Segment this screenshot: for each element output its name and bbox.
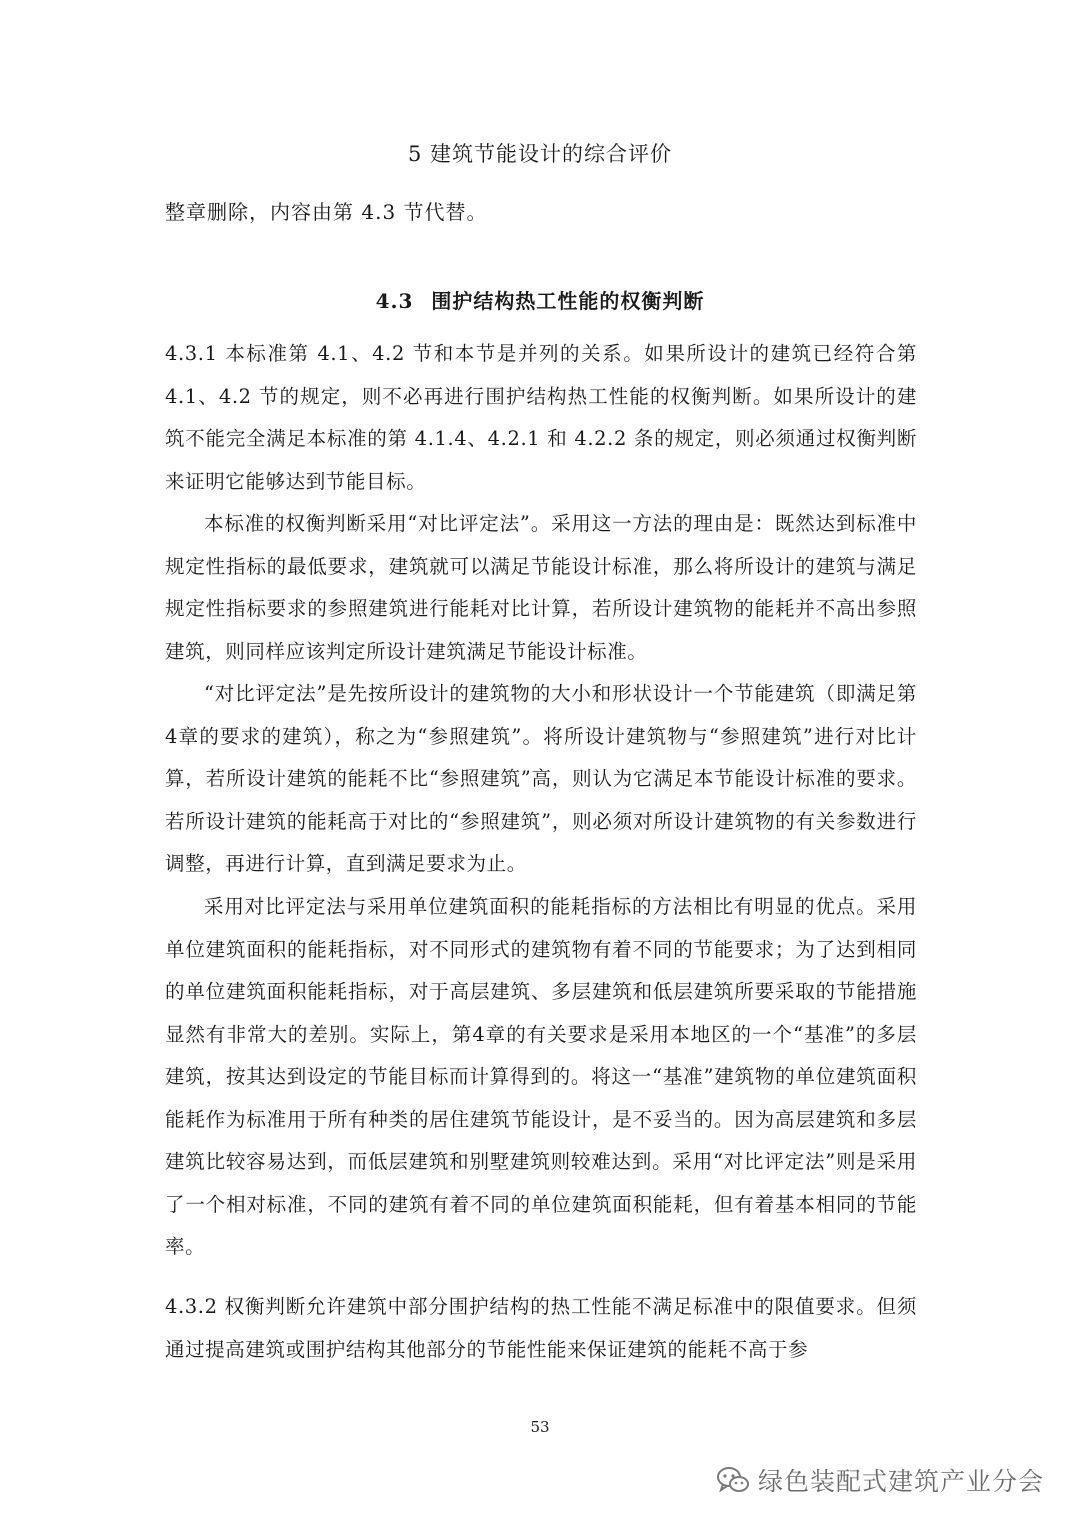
paragraph-4-3-2: 4.3.2 权衡判断允许建筑中部分围护结构的热工性能不满足标准中的限值要求。但须通过提高建筑或围护结构其他部分的节能性能来保证建筑的能耗不高于参 xyxy=(165,1295,917,1361)
section-heading xyxy=(0,285,1080,314)
paragraph-advantages: 采用对比评定法与采用单位建筑面积的能耗指标的方法相比有明显的优点。采用单位建筑面积的能耗指标，对不同形式的建筑物有着不同的节能要求；为了达到相同的单位建筑面积能耗指标，对于高层建筑、多层建筑和低层建筑所要采取的节能措施显然有非常大的差别。实际上，第4章的有关要求是采用本地区的一个“基准”的多层建筑，按其达到设定的节能目标而计算得到的。将这一“基准”建筑物的单位建筑面积能耗作为标准用于所有种类的居住建筑节能设计，是不妥当的。因为高层建筑和多层建筑比较容易达到，而低层建筑和别墅建筑则较难达到。采用“对比评定法”则是采用了一个相对标准，不同的建筑有着不同的单位建筑面积能耗，但有着基本相同的节能率。 xyxy=(165,895,917,1258)
section-number: 4.3 xyxy=(375,289,414,313)
paragraph-method: 本标准的权衡判断采用“对比评定法”。采用这一方法的理由是：既然达到标准中规定性指标的最低要求，建筑就可以满足节能设计标准，那么将所设计的建筑与满足规定性指标要求的参照建筑进行能耗对比计算，若所设计建筑物的能耗并不高出参照建筑，则同样应该判定所设计建筑满足节能设计标准。 xyxy=(165,512,917,663)
chapter-note: 整章删除，内容由第 4.3 节代替。 xyxy=(165,200,488,224)
watermark-text: 绿色装配式建筑产业分会 xyxy=(758,1467,1045,1496)
page-number: 53 xyxy=(530,1418,550,1436)
chapter-title: 5 建筑节能设计的综合评价 xyxy=(407,142,673,166)
wechat-icon xyxy=(716,1465,750,1495)
paragraph-comparison: “对比评定法”是先按所设计的建筑物的大小和形状设计一个节能建筑（即满足第4章的要求的建筑），称之为“参照建筑”。将所设计建筑物与“参照建筑”进行对比计算，若所设计建筑的能耗不比“参照建筑”高，则认为它满足本节能设计标准的要求。若所设计建筑的能耗高于对比的“参照建筑”，则必须对所设计建筑物的有关参数进行调整，再进行计算，直到满足要求为止。 xyxy=(165,682,917,875)
watermark xyxy=(716,1462,1044,1498)
paragraph-4-3-1: 4.3.1 本标准第 4.1、4.2 节和本节是并列的关系。如果所设计的建筑已经符合第 4.1、4.2 节的规定，则不必再进行围护结构热工性能的权衡判断。如果所设计的建筑不能完全满足本标准的第 4.1.4、4.2.1 和 4.2.2 条的规定，则必须通过权衡判断来证明它能够达到节能目标。 xyxy=(165,342,917,493)
section-title: 围护结构热工性能的权衡判断 xyxy=(431,289,705,313)
